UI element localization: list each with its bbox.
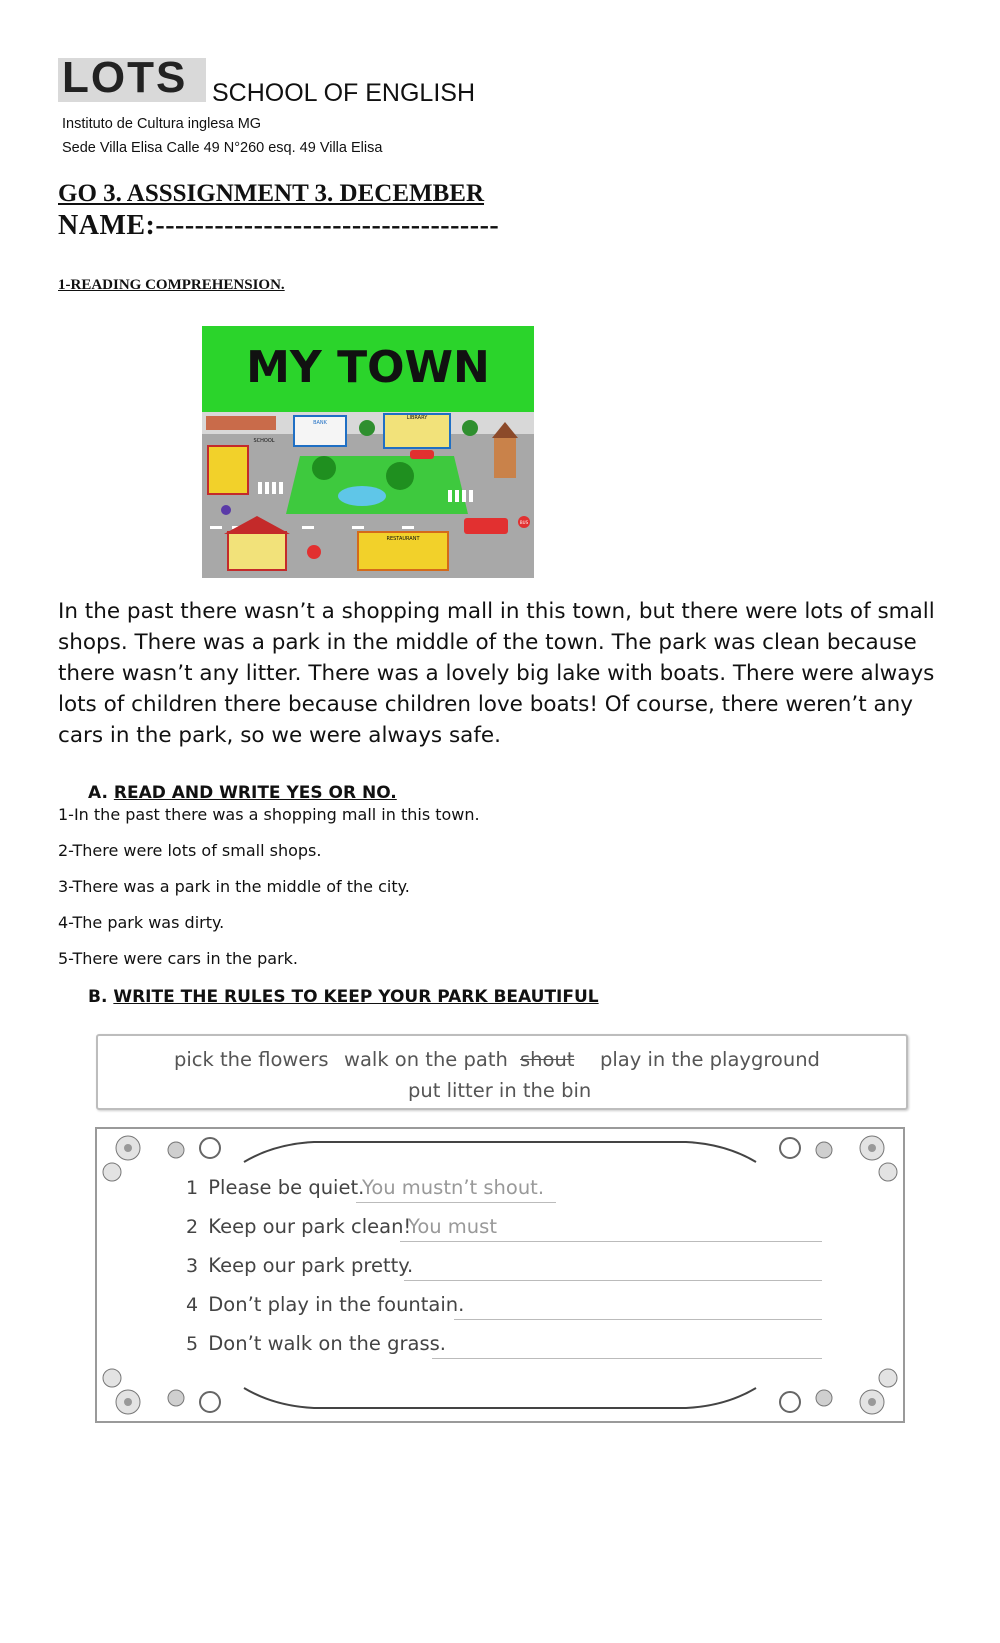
bus-stop-label: BUS <box>519 520 529 525</box>
rule-row-3 <box>186 1254 413 1277</box>
rule-row-4 <box>186 1293 464 1316</box>
question-2: 2-There were lots of small shops. <box>58 841 322 860</box>
word-box-item-used: shout <box>520 1048 575 1071</box>
park-tree-2 <box>386 462 414 490</box>
rule-answer[interactable]: You must <box>408 1215 497 1238</box>
tree-top-right <box>462 420 478 436</box>
park-tree <box>312 456 336 480</box>
picture-title: MY TOWN <box>246 342 490 393</box>
park-lake <box>338 486 386 506</box>
rule-text: Please be quiet. <box>208 1176 365 1199</box>
restaurant-label: RESTAURANT <box>386 536 420 542</box>
rule-text: Keep our park pretty. <box>208 1254 414 1277</box>
question-5: 5-There were cars in the park. <box>58 949 298 968</box>
rule-number: 4 <box>186 1294 199 1316</box>
question-4: 4-The park was dirty. <box>58 913 225 932</box>
school-building <box>208 446 248 494</box>
rule-number: 1 <box>186 1177 199 1199</box>
word-box-item: put litter in the bin <box>408 1079 592 1102</box>
car <box>410 450 434 459</box>
reading-passage: In the past there wasn’t a shopping mall in this town, but there were lots of small shops. There was a park in the middle of the town. The park was clean because there wasn’t any litter. There was a lovely big lake with boats. There were always lots of children there because children love boats! Of course, there weren’t any cars in the park, so we were always safe. <box>58 599 935 748</box>
answer-line[interactable] <box>432 1358 822 1359</box>
student-name-field[interactable]: NAME:----------------------------------- <box>58 210 500 241</box>
bank-label: BANK <box>313 420 327 426</box>
school-name: SCHOOL OF ENGLISH <box>212 79 476 107</box>
word-box-item: play in the playground <box>600 1048 820 1071</box>
houses-row <box>206 416 276 430</box>
answer-line <box>356 1202 556 1203</box>
rule-row-2 <box>186 1215 411 1238</box>
library-label: LIBRARY <box>406 415 428 421</box>
rule-row-1 <box>186 1176 364 1199</box>
exercise-b-title: WRITE THE RULES TO KEEP YOUR PARK BEAUTIFUL <box>113 987 599 1007</box>
motorbike <box>307 545 321 559</box>
exercise-b-letter: B. <box>88 987 108 1007</box>
tree-top <box>359 420 375 436</box>
word-box-item: walk on the path <box>344 1048 508 1071</box>
institute-name: Instituto de Cultura inglesa MG <box>62 116 262 132</box>
exercise-b-heading <box>88 987 599 1007</box>
section-title-reading: 1-READING COMPREHENSION. <box>58 277 285 293</box>
exercise-a-letter: A. <box>88 783 108 803</box>
rule-number: 2 <box>186 1216 199 1238</box>
rule-number: 5 <box>186 1333 199 1355</box>
exercise-a-heading <box>88 783 397 803</box>
question-3: 3-There was a park in the middle of the city. <box>58 877 410 896</box>
word-box <box>96 1034 908 1110</box>
house-bottom <box>228 532 286 570</box>
rule-text: Don’t walk on the grass. <box>208 1332 446 1355</box>
rule-answer[interactable]: You mustn’t shout. <box>362 1176 545 1199</box>
assignment-title: GO 3. ASSSIGNMENT 3. DECEMBER <box>58 180 485 207</box>
school-logo: LOTS <box>62 53 188 102</box>
word-box-item: pick the flowers <box>174 1048 329 1071</box>
answer-line[interactable] <box>404 1280 822 1281</box>
exercise-a-title: READ AND WRITE YES OR NO. <box>113 783 397 803</box>
answer-line[interactable] <box>454 1319 822 1320</box>
church-building <box>494 438 516 478</box>
school-label: SCHOOL <box>253 438 275 444</box>
rule-number: 3 <box>186 1255 199 1277</box>
school-address: Sede Villa Elisa Calle 49 N°260 esq. 49 Villa Elisa <box>62 140 383 156</box>
rule-text: Keep our park clean! <box>208 1215 412 1238</box>
answer-line <box>400 1241 822 1242</box>
rule-row-5 <box>186 1332 446 1355</box>
question-1: 1-In the past there was a shopping mall in this town. <box>58 805 480 824</box>
town-illustration <box>202 326 534 578</box>
rule-text: Don’t play in the fountain. <box>208 1293 465 1316</box>
cyclist <box>221 505 231 515</box>
bus <box>464 518 508 534</box>
